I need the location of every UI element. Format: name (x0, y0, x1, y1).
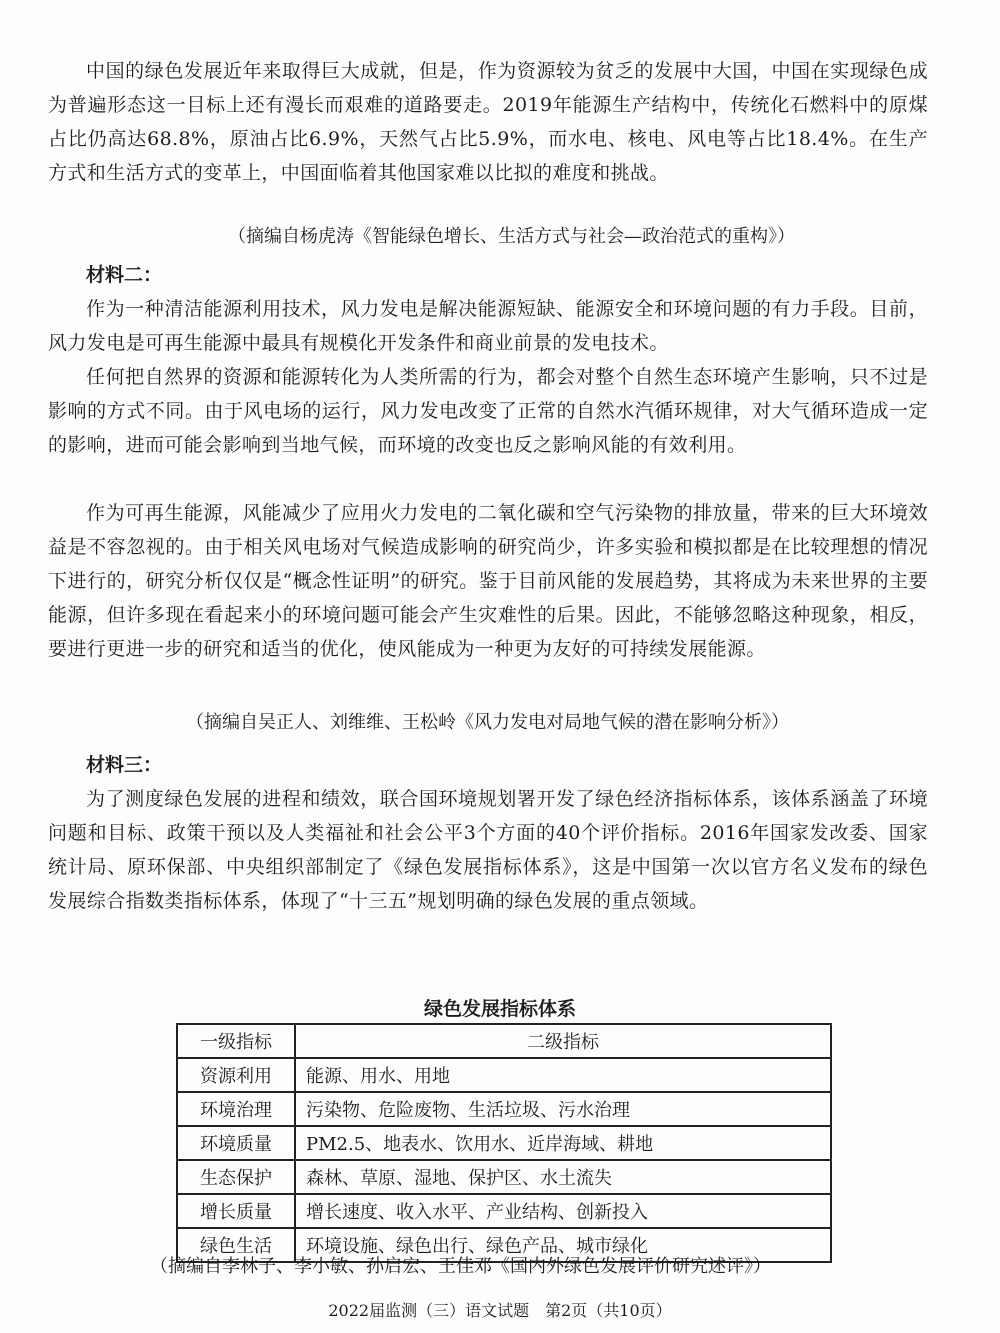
material-two-source: （摘编自吴正人、刘维维、王松岭《风力发电对局地气候的潜在影响分析》） (186, 712, 789, 733)
material-one-source: （摘编自杨虎涛《智能绿色增长、生活方式与社会—政治范式的重构》） (228, 226, 795, 247)
table-row (177, 1160, 831, 1194)
indicator-table (176, 1023, 832, 1263)
table-cell: 污染物、危险废物、生活垃圾、污水治理 (295, 1092, 831, 1126)
table-cell: 环境质量 (177, 1126, 295, 1160)
table-title: 绿色发展指标体系 (423, 998, 576, 1020)
page-footer: 2022届监测（三）语文试题 第2页（共10页） (328, 1301, 672, 1320)
table-header-cell: 二级指标 (295, 1024, 831, 1058)
table-cell: 能源、用水、用地 (295, 1058, 831, 1092)
table-cell: 生态保护 (177, 1160, 295, 1194)
material-one-paragraph: 中国的绿色发展近年来取得巨大成就，但是，作为资源较为贫乏的发展中大国，中国在实现绿色成为普遍形态这一目标上还有漫长而艰难的道路要走。2019年能源生产结构中，传统化石燃料中的原煤占比仍高达68.8%，原油占比6.9%，天然气占比5.9%，而水电、核电、风电等占比18.4%。在生产方式和生活方式的变革上，中国面临着其他国家难以比拟的难度和挑战。 (48, 60, 928, 184)
table-cell: 增长速度、收入水平、产业结构、创新投入 (295, 1194, 831, 1228)
material-three-paragraph: 为了测度绿色发展的进程和绩效，联合国环境规划署开发了绿色经济指标体系，该体系涵盖了环境问题和目标、政策干预以及人类福祉和社会公平3个方面的40个评价指标。2016年国家发改委、国家统计局、原环保部、中央组织部制定了《绿色发展指标体系》，这是中国第一次以官方名义发布的绿色发展综合指数类指标体系，体现了“十三五”规划明确的绿色发展的重点领域。 (48, 788, 928, 912)
table-cell: 增长质量 (177, 1194, 295, 1228)
material-two-heading: 材料二： (86, 264, 163, 286)
material-three-heading: 材料三： (86, 754, 163, 776)
table-row (177, 1058, 831, 1092)
table-header-row (177, 1024, 831, 1058)
material-three-source: （摘编自李林子、李小敏、孙启宏、王佳邓《国内外绿色发展评价研究述评》） (150, 1256, 771, 1277)
table-cell: 绿色生活 (177, 1228, 295, 1262)
table-cell: 资源利用 (177, 1058, 295, 1092)
table-cell: 环境治理 (177, 1092, 295, 1126)
table-row (177, 1194, 831, 1228)
table-cell: 森林、草原、湿地、保护区、水土流失 (295, 1160, 831, 1194)
table-cell: PM2.5、地表水、饮用水、近岸海域、耕地 (295, 1126, 831, 1160)
material-two-paragraph-3: 作为可再生能源，风能减少了应用火力发电的二氧化碳和空气污染物的排放量，带来的巨大环境效益是不容忽视的。由于相关风电场对气候造成影响的研究尚少，许多实验和模拟都是在比较理想的情况下进行的，研究分析仅仅是“概念性证明”的研究。鉴于目前风能的发展趋势，其将成为未来世界的主要能源，但许多现在看起来小的环境问题可能会产生灾难性的后果。因此，不能够忽略这种现象，相反，要进行更进一步的研究和适当的优化，使风能成为一种更为友好的可持续发展能源。 (48, 502, 928, 660)
material-two-paragraph-1: 作为一种清洁能源利用技术，风力发电是解决能源短缺、能源安全和环境问题的有力手段。目前，风力发电是可再生能源中最具有规模化开发条件和商业前景的发电技术。 (48, 298, 928, 354)
material-two-paragraph-2: 任何把自然界的资源和能源转化为人类所需的行为，都会对整个自然生态环境产生影响，只不过是影响的方式不同。由于风电场的运行，风力发电改变了正常的自然水汽循环规律，对大气循环造成一定的影响，进而可能会影响到当地气候，而环境的改变也反之影响风能的有效利用。 (48, 366, 928, 456)
table-row (177, 1092, 831, 1126)
table-row (177, 1126, 831, 1160)
table-header-cell: 一级指标 (177, 1024, 295, 1058)
table-cell: 环境设施、绿色出行、绿色产品、城市绿化 (295, 1228, 831, 1262)
